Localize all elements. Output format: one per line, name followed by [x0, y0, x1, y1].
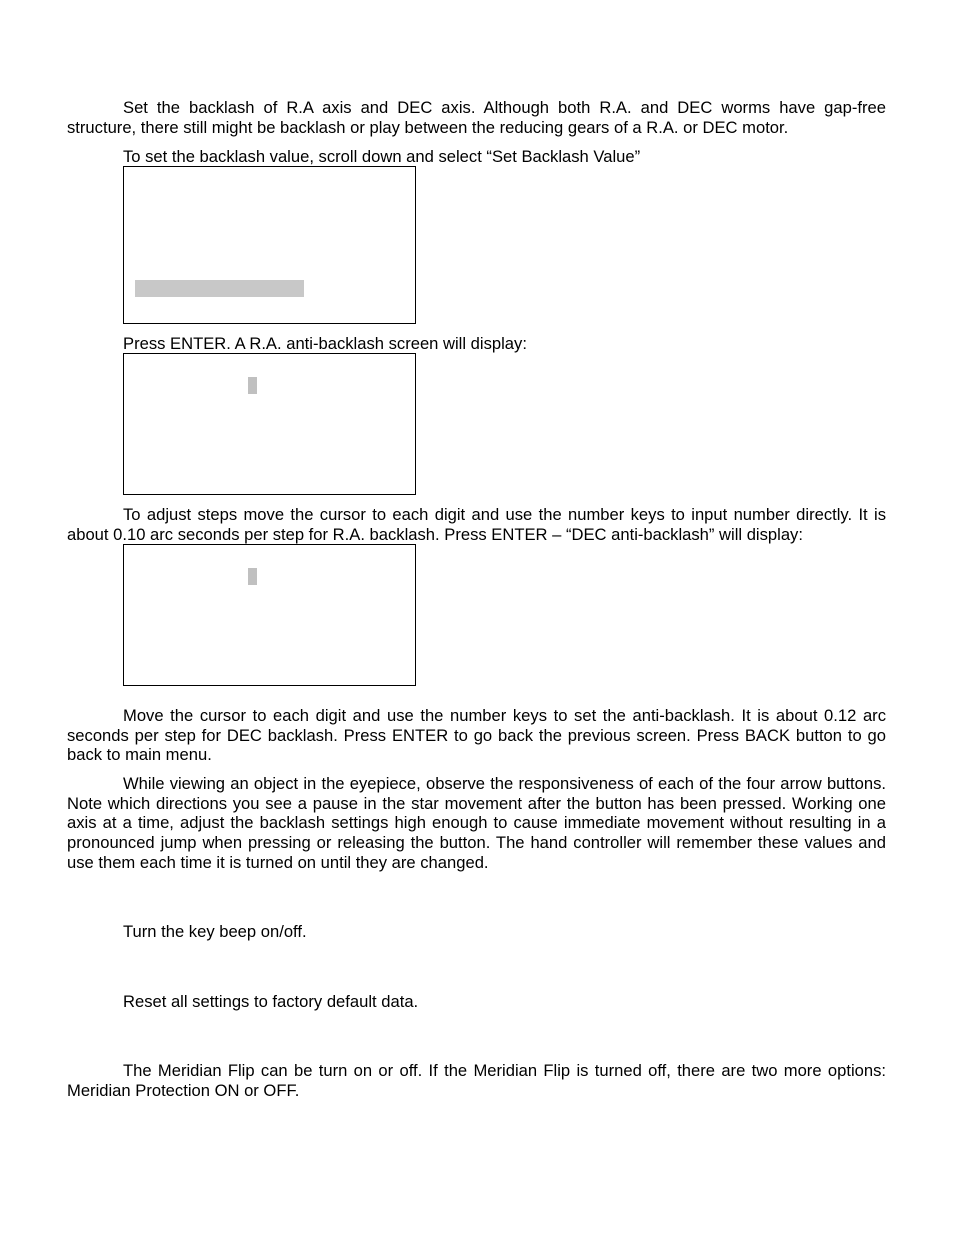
select-backlash-instruction: To set the backlash value, scroll down and select “Set Backlash Value”	[123, 147, 641, 166]
factory-reset-description: Reset all settings to factory default data.	[123, 992, 419, 1011]
ra-anti-backlash-screen	[123, 353, 416, 495]
press-enter-instruction: Press ENTER. A R.A. anti-backlash screen will display:	[123, 334, 527, 353]
ra-digit-cursor	[248, 377, 257, 394]
selected-menu-item-highlight	[135, 280, 304, 297]
menu-screen-display	[123, 166, 416, 324]
dec-digit-cursor	[248, 568, 257, 585]
key-beep-description: Turn the key beep on/off.	[123, 922, 307, 941]
backlash-intro-paragraph: Set the backlash of R.A axis and DEC axis. Although both R.A. and DEC worms have gap-free structure, there still might be backlash or play between the reducing gears of a R.A. or DEC motor.	[67, 98, 886, 137]
meridian-flip-paragraph: The Meridian Flip can be turn on or off. If the Meridian Flip is turned off, there are two more options: Meridian Protection ON or OFF.	[67, 1061, 886, 1100]
observe-paragraph: While viewing an object in the eyepiece, observe the responsiveness of each of the four arrow buttons. Note which directions you see a pause in the star movement after the button has been pressed. Working one axis at a time, adjust the backlash settings high enough to cause immediate movement without resulting in a pronounced jump when pressing or releasing the button. The hand controller will remember these values and use them each time it is turned on until they are changed.	[67, 774, 886, 872]
adjust-steps-paragraph: To adjust steps move the cursor to each digit and use the number keys to input number directly. It is about 0.10 arc seconds per step for R.A. backlash. Press ENTER – “DEC anti-backlash” will display:	[67, 505, 886, 544]
dec-instruction-paragraph: Move the cursor to each digit and use the number keys to set the anti-backlash. It is about 0.12 arc seconds per step for DEC backlash. Press ENTER to go back the previous screen. Press BACK button to go back to main menu.	[67, 706, 886, 765]
dec-anti-backlash-screen	[123, 544, 416, 686]
